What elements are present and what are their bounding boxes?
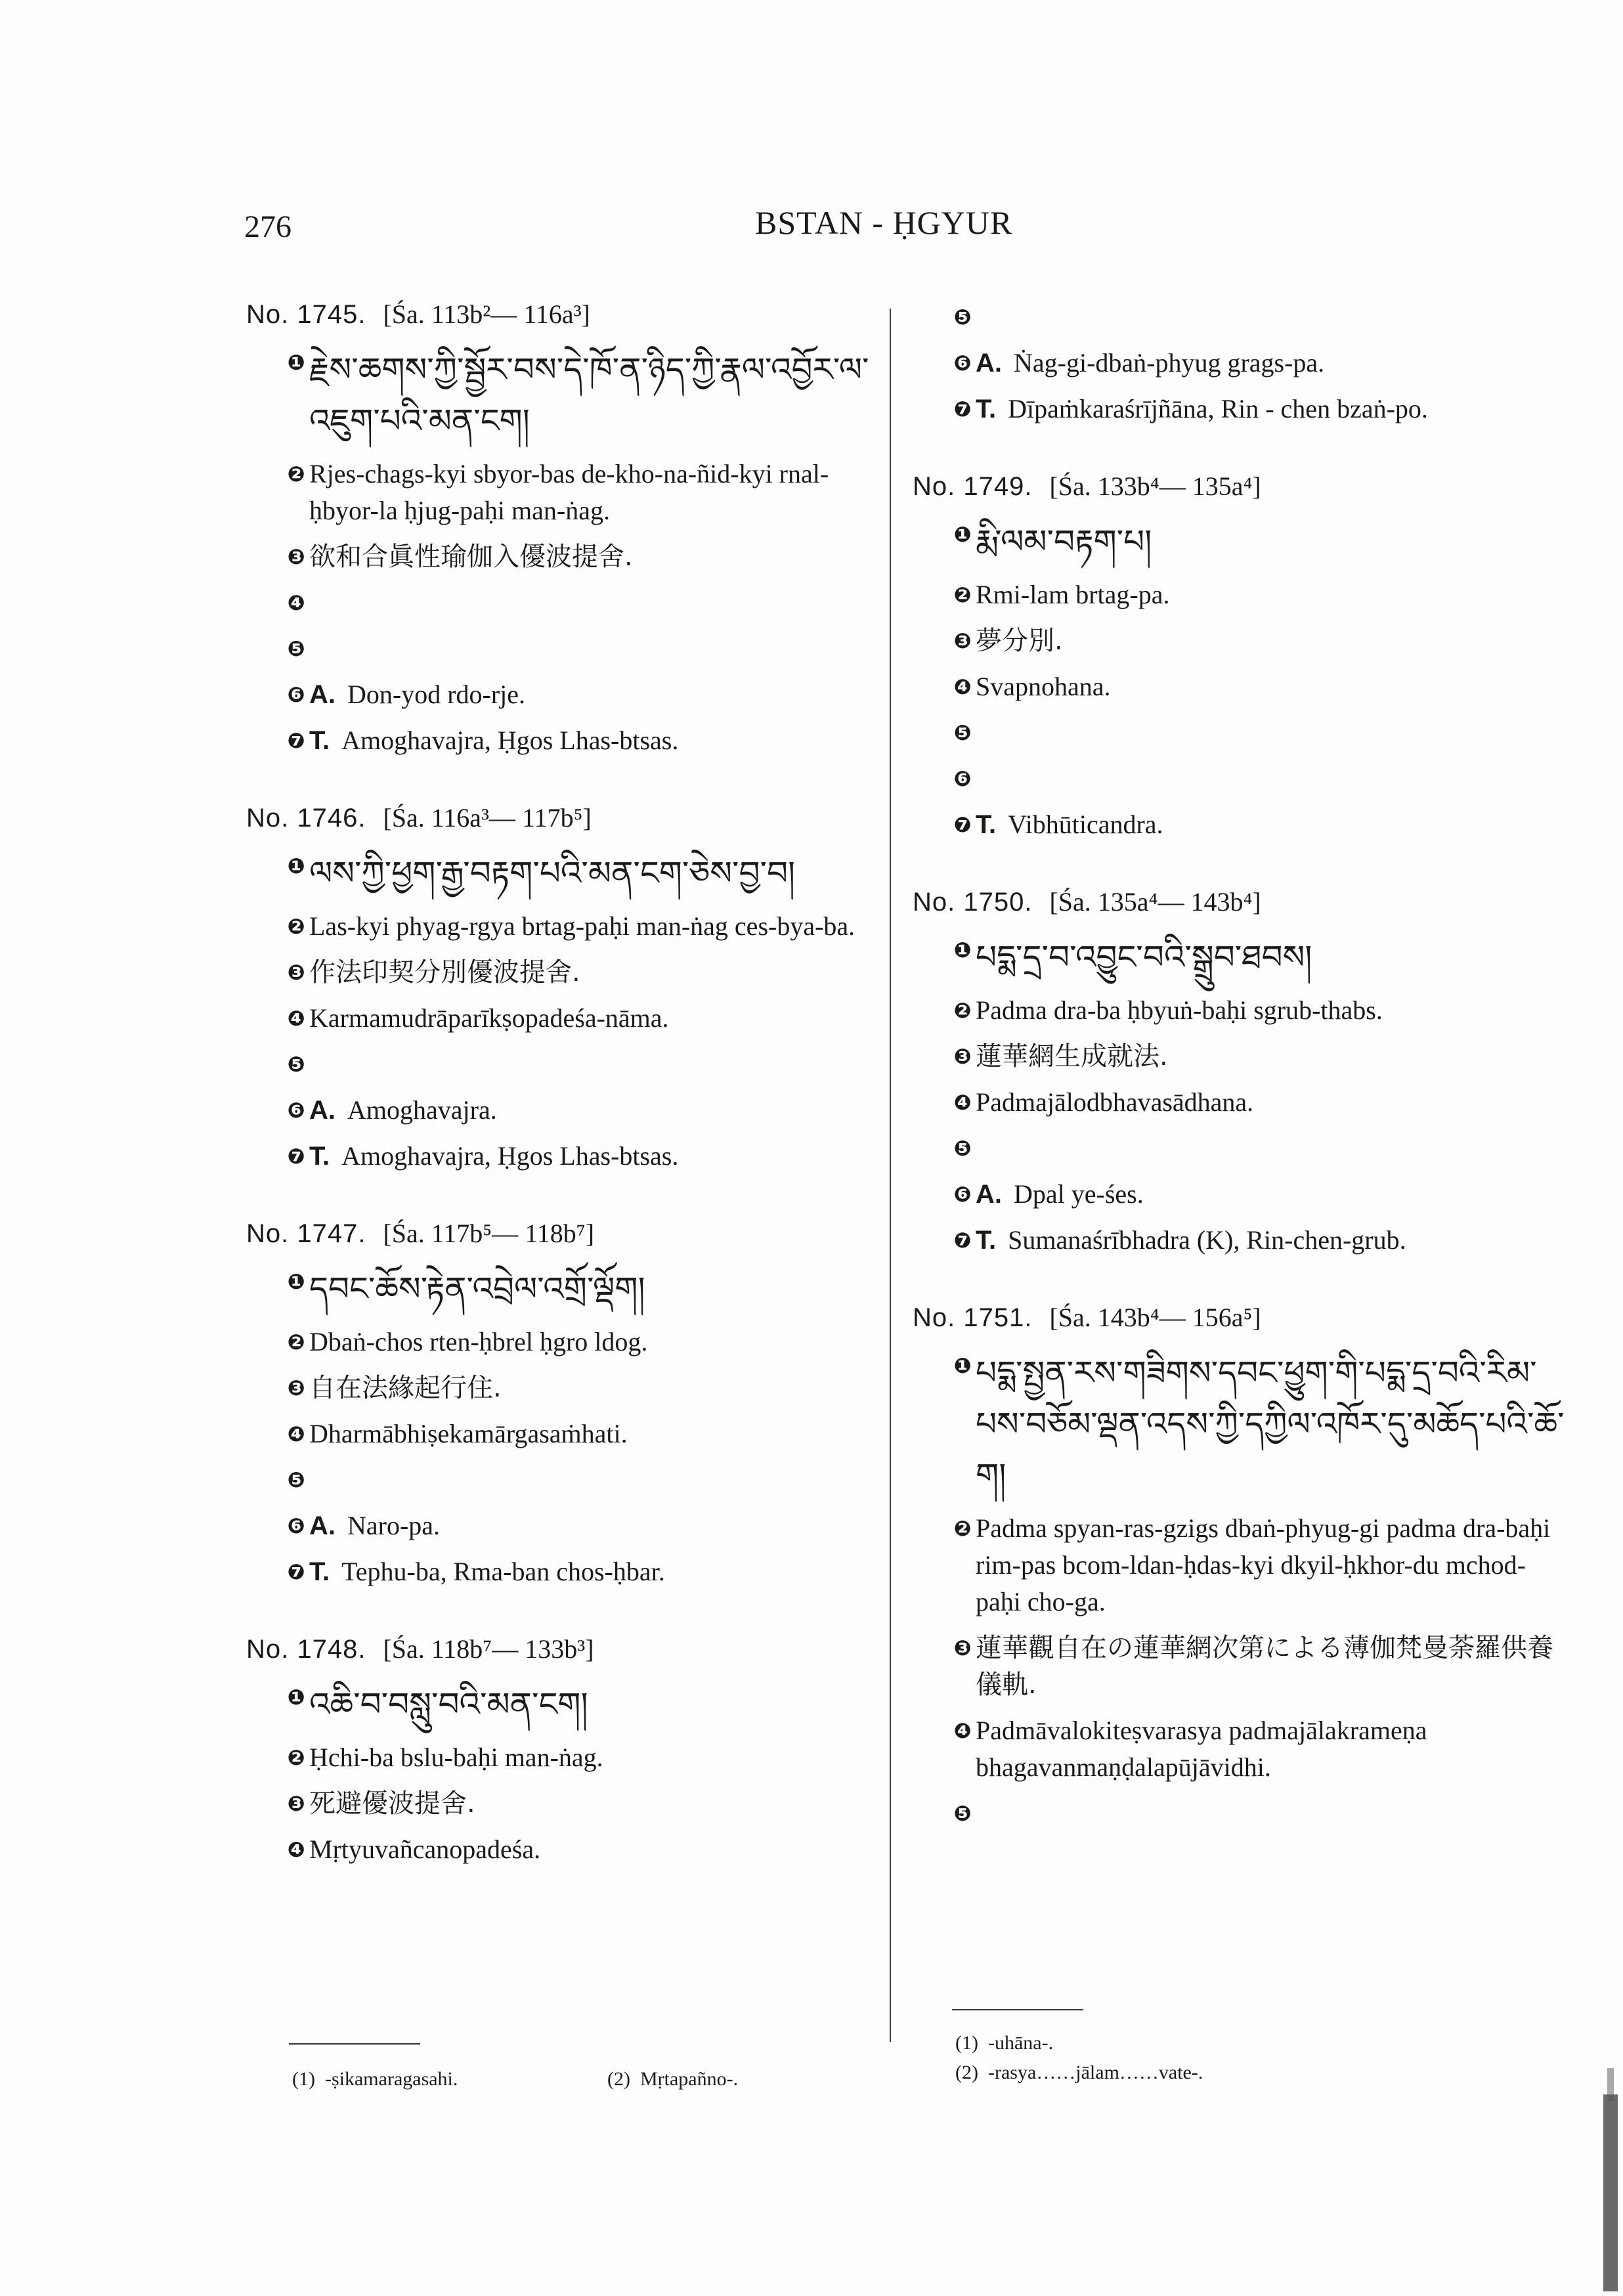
footnote-text: -ṣikamaragasahi. — [324, 2068, 458, 2090]
field-row — [913, 668, 1569, 705]
field-number-marker: ❺ — [287, 1052, 305, 1076]
catalog-entry — [246, 1218, 890, 1590]
field-number-marker: ❺ — [953, 1802, 972, 1825]
field-row — [913, 516, 1569, 567]
field-number-marker: ❺ — [953, 1137, 972, 1160]
field-row — [246, 848, 890, 899]
field-number-marker: ❼ — [287, 729, 305, 752]
field-text: Padma dra-ba ḥbyuṅ-baḥi sgrub-thabs. — [976, 995, 1383, 1025]
field-row — [246, 1138, 890, 1175]
field-row — [913, 1347, 1569, 1501]
field-number-marker: ❹ — [287, 1422, 305, 1446]
field-number-marker: ❹ — [953, 1091, 972, 1114]
field-number-marker: ❻ — [287, 1098, 305, 1122]
field-text: Amoghavajra, Ḥgos Lhas-btsas. — [341, 1141, 679, 1171]
field-number-marker: ❷ — [287, 915, 305, 938]
field-row — [246, 1679, 890, 1730]
footnote-rule-right — [952, 2009, 1083, 2010]
field-number-marker: ❶ — [287, 1685, 305, 1709]
field-text: རྗེས་ཆགས་ཀྱི་སྦྱོར་བས་དེ་ཁོ་ན་ཉིད་ཀྱི་རྣལ་འབྱོར་ལ་འཇུག་པའི་མན་ངག། — [309, 351, 869, 440]
field-number-marker: ❺ — [287, 1468, 305, 1492]
entry-number: No. 1751. — [913, 1303, 1033, 1332]
field-text: དབང་ཆོས་རྟེན་འབྲེལ་འགྲོ་ལྡོག། — [309, 1270, 645, 1308]
field-text: འཆི་བ་བསླུ་བའི་མན་ངག། — [309, 1685, 588, 1723]
field-row — [246, 1324, 890, 1360]
footnote-left-2 — [607, 2068, 738, 2090]
field-text: པདྨ་སྤྱན་རས་གཟིགས་དབང་ཕྱུག་གི་པདྨ་དྲ་བའི་རིམ་པས་བཅོམ་ལྡན་འདས་ཀྱི་དཀྱིལ་འཁོར་དུ་མཆོད་པའི་ཆོ་ག། — [976, 1354, 1565, 1494]
folio-reference: [Śa. 113b²— 116a³] — [383, 299, 590, 329]
entry-heading — [913, 1302, 1569, 1333]
field-row — [913, 345, 1569, 381]
field-row — [913, 1222, 1569, 1259]
field-number-marker: ❸ — [953, 629, 972, 653]
field-number-marker: ❸ — [287, 545, 305, 569]
catalog-entry — [913, 471, 1569, 843]
folio-reference: [Śa. 143b⁴— 156a⁵] — [1049, 1303, 1261, 1332]
field-row — [913, 714, 1569, 751]
field-number-marker: ❺ — [953, 721, 972, 745]
field-row — [913, 1510, 1569, 1620]
footnote-rule-left — [289, 2043, 420, 2045]
field-text: Amoghavajra. — [347, 1095, 497, 1125]
entry-number: No. 1747. — [246, 1219, 366, 1248]
field-text: Dpal ye-śes. — [1014, 1179, 1144, 1209]
field-row — [913, 622, 1569, 659]
field-number-marker: ❷ — [287, 462, 305, 486]
field-row — [913, 1038, 1569, 1075]
field-row — [913, 576, 1569, 613]
field-number-marker: ❷ — [953, 1517, 972, 1540]
entry-heading — [246, 802, 890, 833]
footnote-text: -rasya……jālam……vate-. — [987, 2062, 1203, 2083]
field-text: Padma spyan-ras-gzigs dbaṅ-phyug-gi padma dra-baḥi rim-pas bcom-ldan-ḥdas-kyi dkyil-ḥkhor-du mchod-paḥi cho-ga. — [976, 1513, 1551, 1616]
field-number-marker: ❸ — [287, 1376, 305, 1400]
right-column — [913, 299, 1569, 1875]
field-row — [246, 1462, 890, 1498]
role-label: A. — [976, 349, 1002, 378]
field-number-marker: ❻ — [953, 351, 972, 375]
folio-reference: [Śa. 118b⁷— 133b³] — [383, 1634, 594, 1664]
entry-heading — [246, 299, 890, 330]
role-label: T. — [309, 1142, 330, 1171]
field-row — [913, 1712, 1569, 1786]
catalog-entry — [913, 299, 1569, 427]
entry-heading — [246, 1218, 890, 1249]
field-number-marker: ❹ — [287, 1838, 305, 1861]
field-number-marker: ❶ — [287, 351, 305, 374]
field-number-marker: ❼ — [287, 1144, 305, 1168]
folio-reference: [Śa. 135a⁴— 143b⁴] — [1049, 887, 1261, 917]
field-text: པདྨ་དྲ་བ་འབྱུང་བའི་སྒྲུབ་ཐབས། — [976, 938, 1312, 976]
field-number-marker: ❸ — [287, 961, 305, 984]
field-row — [913, 1130, 1569, 1167]
field-row — [913, 299, 1569, 336]
field-row — [913, 1176, 1569, 1213]
field-text: Padmajālodbhavasādhana. — [976, 1087, 1254, 1117]
field-row — [246, 1739, 890, 1776]
entry-heading — [913, 471, 1569, 502]
entry-number: No. 1746. — [246, 804, 366, 833]
field-number-marker: ❺ — [953, 305, 972, 329]
entry-heading — [246, 1634, 890, 1664]
field-row — [246, 456, 890, 529]
field-text: Vibhūticandra. — [1008, 810, 1163, 839]
column-divider — [890, 309, 891, 2042]
field-text: 蓮華觀自在の蓮華網次第による薄伽梵曼荼羅供養儀軌. — [976, 1633, 1553, 1700]
field-number-marker: ❶ — [953, 1354, 972, 1377]
field-row — [246, 584, 890, 621]
field-row — [246, 1092, 890, 1129]
catalog-entry — [246, 1634, 890, 1868]
page-number: 276 — [244, 209, 292, 244]
footnote-mark: (1) — [292, 2068, 315, 2090]
field-row — [246, 722, 890, 759]
footnote-mark: (2) — [955, 2062, 978, 2083]
role-label: A. — [309, 1511, 335, 1540]
field-number-marker: ❼ — [953, 1228, 972, 1252]
field-text: 自在法緣起行住. — [309, 1373, 502, 1403]
catalog-entry — [913, 1302, 1569, 1832]
field-text: 欲和合眞性瑜伽入優波提舍. — [309, 542, 633, 572]
field-text: Las-kyi phyag-rgya brtag-paḥi man-ṅag ces-bya-ba. — [309, 911, 855, 941]
field-number-marker: ❶ — [953, 523, 972, 546]
field-number-marker: ❹ — [287, 591, 305, 615]
field-text: 死避優波提舍. — [309, 1788, 475, 1819]
field-text: Amoghavajra, Ḥgos Lhas-btsas. — [341, 726, 679, 755]
field-row — [246, 1046, 890, 1083]
field-row — [913, 391, 1569, 427]
field-text: Svapnohana. — [976, 672, 1111, 701]
field-row — [246, 344, 890, 446]
field-text: ལས་ཀྱི་ཕྱག་རྒྱ་བརྟག་པའི་མན་ངག་ཅེས་བྱ་བ། — [309, 854, 796, 892]
scan-edge-mark — [1598, 2068, 1623, 2291]
field-number-marker: ❺ — [287, 637, 305, 661]
field-number-marker: ❻ — [287, 683, 305, 706]
field-text: Dharmābhiṣekamārgasaṁhati. — [309, 1419, 628, 1448]
field-text: Padmāvalokiteṣvarasya padmajālakrameṇa bhagavanmaṇḍalapūjāvidhi. — [976, 1716, 1427, 1782]
field-text: Sumanaśrībhadra (K), Rin-chen-grub. — [1008, 1225, 1406, 1255]
field-number-marker: ❼ — [953, 813, 972, 836]
field-text: Dīpaṁkaraśrījñāna, Rin - chen bzaṅ-po. — [1008, 394, 1428, 423]
field-row — [246, 676, 890, 713]
footnote-mark: (2) — [607, 2068, 630, 2090]
field-number-marker: ❸ — [287, 1792, 305, 1815]
footnote-right-1 — [955, 2032, 1053, 2054]
field-text: རྨི་ལམ་བརྟག་པ། — [976, 523, 1152, 561]
role-label: T. — [309, 1557, 330, 1586]
field-row — [913, 760, 1569, 797]
folio-reference: [Śa. 133b⁴— 135a⁴] — [1049, 471, 1261, 501]
field-number-marker: ❸ — [953, 1636, 972, 1660]
field-number-marker: ❸ — [953, 1045, 972, 1068]
role-label: T. — [976, 395, 997, 423]
field-number-marker: ❼ — [953, 397, 972, 421]
field-number-marker: ❹ — [953, 1719, 972, 1743]
field-text: Ṅag-gi-dbaṅ-phyug grags-pa. — [1014, 348, 1325, 378]
field-number-marker: ❻ — [953, 1182, 972, 1206]
field-text: 作法印契分別優波提舍. — [309, 957, 580, 987]
entry-number: No. 1748. — [246, 1635, 366, 1664]
field-row — [246, 1370, 890, 1406]
footnote-left-1 — [292, 2068, 458, 2090]
role-label: T. — [976, 810, 997, 839]
catalog-entry — [246, 299, 890, 759]
field-row — [913, 1795, 1569, 1832]
field-row — [246, 1416, 890, 1452]
field-row — [246, 954, 890, 991]
field-number-marker: ❷ — [287, 1330, 305, 1354]
role-label: A. — [309, 1096, 335, 1125]
field-row — [246, 1507, 890, 1544]
field-text: Mṛtyuvañcanopadeśa. — [309, 1834, 541, 1864]
field-row — [913, 1084, 1569, 1121]
field-number-marker: ❼ — [287, 1560, 305, 1584]
role-label: A. — [976, 1180, 1002, 1209]
field-text: Rjes-chags-kyi sbyor-bas de-kho-na-ñid-kyi rnal-ḥbyor-la ḥjug-paḥi man-ṅag. — [309, 459, 829, 525]
field-row — [246, 908, 890, 945]
field-row — [246, 1000, 890, 1037]
role-label: A. — [309, 680, 335, 709]
role-label: T. — [976, 1226, 997, 1255]
field-text: 夢分別. — [976, 626, 1063, 656]
footnote-mark: (1) — [955, 2032, 978, 2054]
footnote-text: -uhāna-. — [987, 2032, 1054, 2054]
field-number-marker: ❷ — [953, 999, 972, 1022]
catalog-entry — [246, 802, 890, 1175]
field-row — [246, 538, 890, 575]
footnote-right-2 — [955, 2062, 1203, 2084]
field-text: Rmi-lam brtag-pa. — [976, 580, 1170, 609]
field-number-marker: ❻ — [287, 1514, 305, 1538]
field-row — [913, 992, 1569, 1029]
field-text: Ḥchi-ba bslu-baḥi man-ṅag. — [309, 1743, 603, 1772]
field-row — [246, 1831, 890, 1868]
entry-number: No. 1745. — [246, 300, 366, 329]
field-row — [913, 932, 1569, 983]
left-column — [246, 299, 890, 1911]
folio-reference: [Śa. 116a³— 117b⁵] — [383, 803, 592, 833]
footnote-text: Mṛtapañno-. — [639, 2068, 739, 2090]
role-label: T. — [309, 726, 330, 755]
field-row — [246, 1553, 890, 1590]
field-row — [246, 630, 890, 667]
field-number-marker: ❻ — [953, 767, 972, 791]
field-row — [913, 1630, 1569, 1703]
folio-reference: [Śa. 117b⁵— 118b⁷] — [383, 1219, 595, 1248]
field-number-marker: ❶ — [287, 1270, 305, 1293]
entry-number: No. 1750. — [913, 888, 1033, 917]
field-text: Karmamudrāparīkṣopadeśa-nāma. — [309, 1003, 669, 1033]
field-row — [246, 1785, 890, 1822]
field-row — [913, 806, 1569, 843]
catalog-entry — [913, 886, 1569, 1259]
field-number-marker: ❷ — [953, 583, 972, 607]
field-text: Naro-pa. — [347, 1511, 441, 1540]
field-row — [246, 1263, 890, 1314]
field-text: Dbaṅ-chos rten-ḥbrel ḥgro ldog. — [309, 1327, 648, 1356]
entry-number: No. 1749. — [913, 472, 1033, 501]
running-head: BSTAN - ḤGYUR — [755, 204, 1013, 241]
field-number-marker: ❹ — [287, 1007, 305, 1030]
field-text: Don-yod rdo-rje. — [347, 680, 526, 709]
field-number-marker: ❶ — [287, 854, 305, 878]
field-number-marker: ❹ — [953, 675, 972, 699]
field-number-marker: ❶ — [953, 938, 972, 962]
entry-heading — [913, 886, 1569, 917]
field-number-marker: ❷ — [287, 1746, 305, 1769]
field-text: 蓮華網生成就法. — [976, 1041, 1168, 1072]
field-text: Tephu-ba, Rma-ban chos-ḥbar. — [341, 1557, 665, 1586]
